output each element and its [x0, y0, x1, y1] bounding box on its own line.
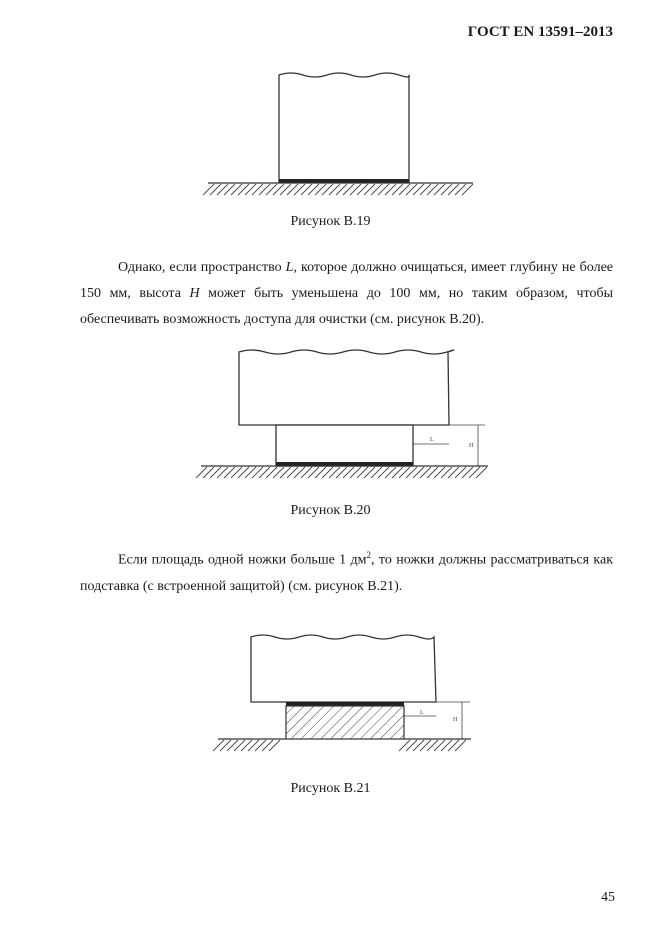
plinth-hatched	[286, 706, 404, 739]
dimension-h-label: H	[453, 717, 458, 723]
caption-b21: Рисунок В.21	[290, 781, 371, 796]
figure-b19	[0, 0, 661, 205]
floor-hatching	[213, 740, 466, 751]
page-number: 45	[601, 890, 615, 905]
paragraph-1: Однако, если пространство L, которое должно очищаться, имеет глубину не более 150 мм, высота H может быть уменьшена до 100 мм, но таким образом, чтобы обеспечивать возможность доступа для очистки (см. рисунок В.20).	[80, 260, 614, 327]
floor-hatching	[196, 467, 487, 478]
floor-hatching	[203, 184, 473, 195]
caption-b20: Рисунок В.20	[290, 503, 371, 518]
dimension-h-label: H	[469, 443, 474, 449]
appliance-body	[239, 350, 454, 425]
dimension-l-label: L	[420, 710, 424, 716]
dimension-l-label: L	[430, 437, 434, 443]
plinth	[276, 425, 413, 466]
appliance-body	[251, 635, 436, 702]
paragraph-2: Если площадь одной ножки больше 1 $дм^2$, то ножки должны рассматриваться как подставка (с встроенной защитой) (см. рисунок В.21).	[80, 550, 614, 594]
figure-b20	[0, 345, 661, 485]
figure-b21	[0, 630, 661, 765]
appliance-body	[279, 73, 409, 182]
standard-header: ГОСТ EN 13591–2013	[467, 24, 613, 40]
caption-b19: Рисунок В.19	[290, 214, 371, 229]
